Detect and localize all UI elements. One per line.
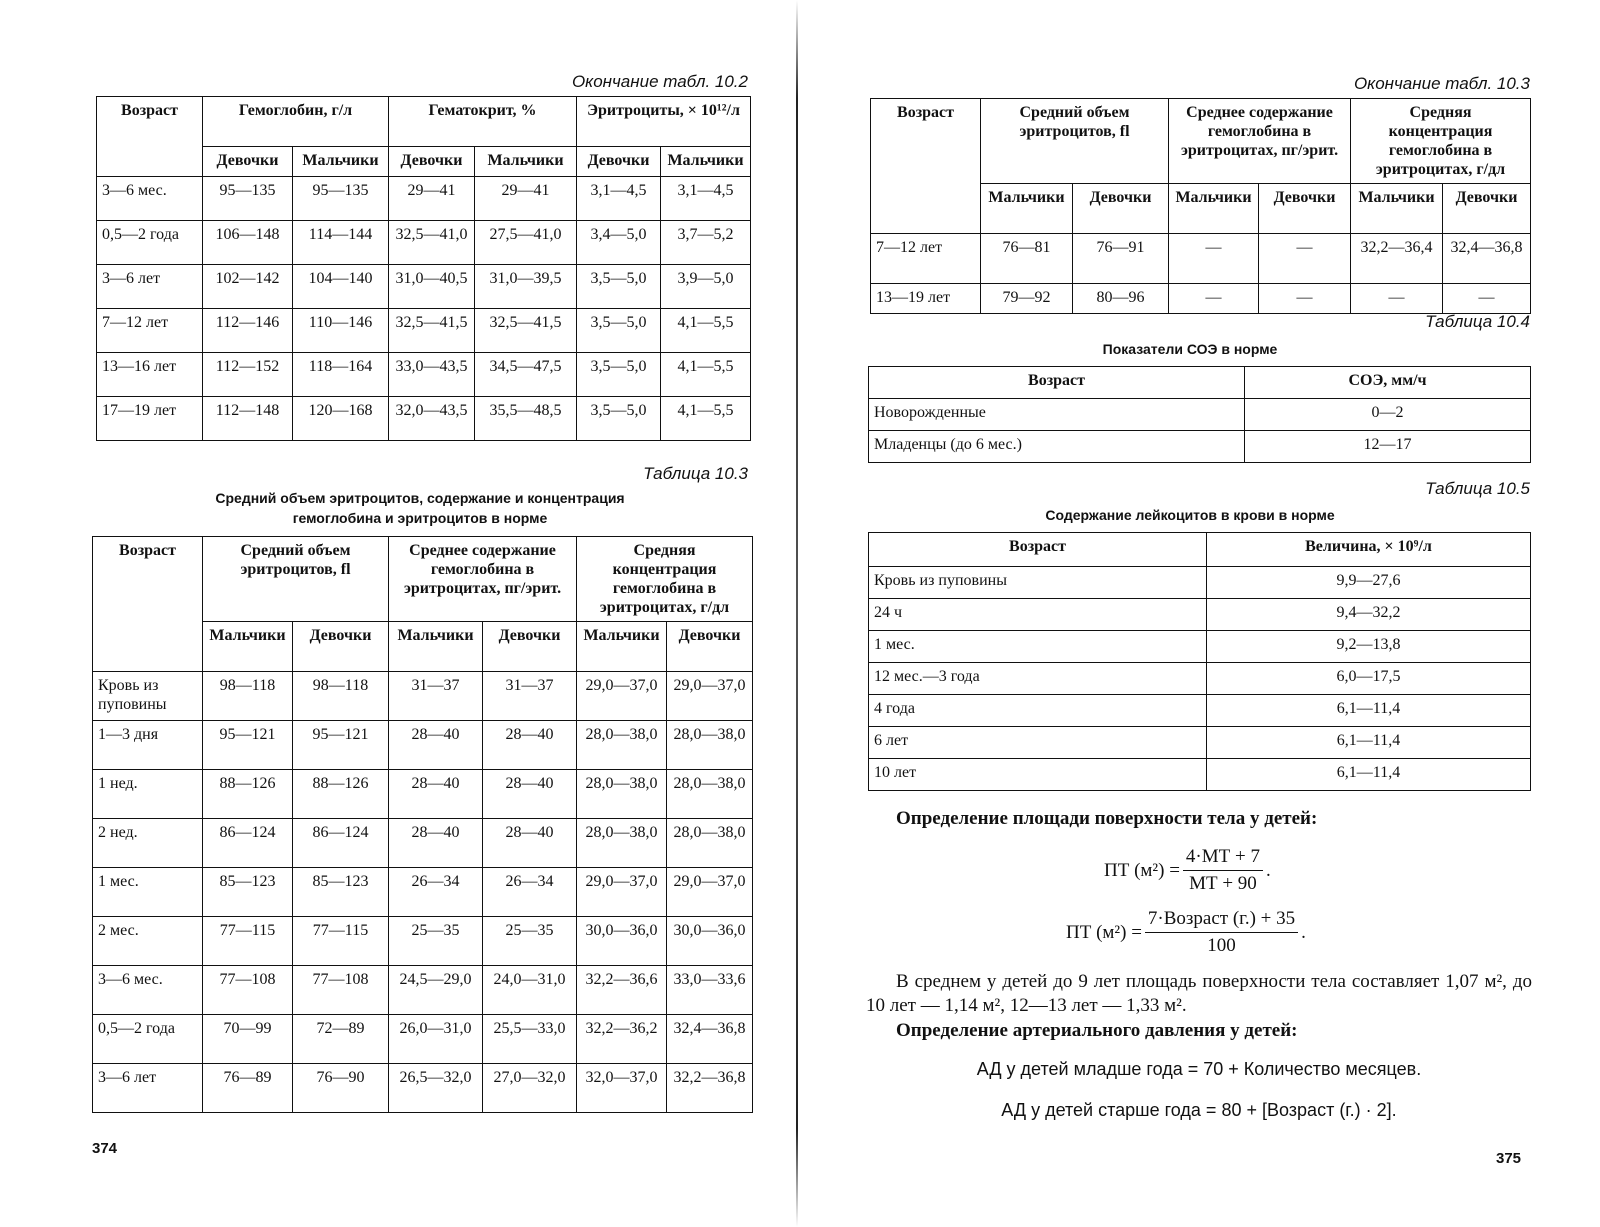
value-cell: 29,0—37,0: [667, 672, 753, 721]
left-page: [0, 0, 790, 1227]
age-cell: Кровь из пуповины: [93, 672, 203, 721]
value-cell: 76—81: [981, 234, 1073, 284]
age-cell: 4 года: [869, 695, 1207, 727]
table-10-3-cont: [870, 98, 1531, 314]
value-cell: 32,0—37,0: [577, 1064, 667, 1113]
subheader-cell: Девочки: [483, 622, 577, 672]
age-cell: 7—12 лет: [97, 309, 203, 353]
value-cell: 33,0—43,5: [389, 353, 475, 397]
value-cell: 106—148: [203, 221, 293, 265]
age-cell: 6 лет: [869, 727, 1207, 759]
value-cell: 3,1—4,5: [661, 177, 751, 221]
value-cell: 4,1—5,5: [661, 309, 751, 353]
subheader-cell: Мальчики: [293, 147, 389, 177]
subheader-cell: Девочки: [577, 147, 661, 177]
value-cell: 32,2—36,6: [577, 966, 667, 1015]
subheader-cell: Величина, × 10⁹/л: [1207, 533, 1531, 567]
subheader-cell: Мальчики: [475, 147, 577, 177]
age-cell: 3—6 мес.: [97, 177, 203, 221]
header-hemoglobin: Гемоглобин, г/л: [203, 97, 389, 147]
header-hematocrit: Гематокрит, %: [389, 97, 577, 147]
bsa-heading: Определение площади поверхности тела у детей:: [896, 808, 1318, 829]
subheader-cell: Мальчики: [1351, 184, 1443, 234]
value-cell: 3,7—5,2: [661, 221, 751, 265]
subheader-cell: Девочки: [1073, 184, 1169, 234]
table-row: [869, 599, 1531, 631]
value-cell: 114—144: [293, 221, 389, 265]
table-row: [93, 672, 753, 721]
value-cell: 33,0—33,6: [667, 966, 753, 1015]
age-cell: 12 мес.—3 года: [869, 663, 1207, 695]
value-cell: 3,4—5,0: [577, 221, 661, 265]
table-row: [871, 284, 1531, 314]
table-10-3-caption: Таблица 10.3: [643, 464, 748, 483]
value-cell: 76—89: [203, 1064, 293, 1113]
table-row: [871, 234, 1531, 284]
right-page: [800, 0, 1600, 1227]
age-cell: 3—6 лет: [97, 265, 203, 309]
value-cell: 29,0—37,0: [577, 672, 667, 721]
table-10-4-caption: Таблица 10.4: [1425, 312, 1530, 331]
value-cell: 28,0—38,0: [667, 819, 753, 868]
value-cell: 86—124: [293, 819, 389, 868]
value-cell: 30,0—36,0: [577, 917, 667, 966]
value-cell: 26,5—32,0: [389, 1064, 483, 1113]
value-cell: 26—34: [483, 868, 577, 917]
value-cell: 76—91: [1073, 234, 1169, 284]
value-cell: 72—89: [293, 1015, 389, 1064]
value-cell: —: [1259, 284, 1351, 314]
value-cell: 98—118: [203, 672, 293, 721]
bsa-formula-age: [1066, 908, 1306, 957]
formula-end: .: [1301, 921, 1306, 943]
value-cell: 77—108: [203, 966, 293, 1015]
formula-denominator: 100: [1207, 935, 1236, 956]
table-row: [93, 868, 753, 917]
subheader-cell: Мальчики: [389, 622, 483, 672]
value-cell: 102—142: [203, 265, 293, 309]
formula-denominator: МТ + 90: [1189, 873, 1257, 894]
value-cell: 29,0—37,0: [667, 868, 753, 917]
formula-lhs: ПТ (м²) =: [1066, 921, 1142, 943]
subheader-cell: Девочки: [667, 622, 753, 672]
value-cell: 27,5—41,0: [475, 221, 577, 265]
table-row: [869, 663, 1531, 695]
value-cell: 77—115: [203, 917, 293, 966]
value-cell: 27,0—32,0: [483, 1064, 577, 1113]
header-mch: Среднее содержание гемоглобина в эритроцитах, пг/эрит.: [1169, 99, 1351, 184]
value-cell: 80—96: [1073, 284, 1169, 314]
value-cell: 29—41: [475, 177, 577, 221]
table-row: [93, 966, 753, 1015]
bsa-paragraph: В среднем у детей до 9 лет площадь поверхности тела составляет 1,07 м², до 10 лет — 1,14 м², 12—13 лет — 1,33 м².: [866, 971, 1532, 1016]
value-cell: 118—164: [293, 353, 389, 397]
value-cell: 4,1—5,5: [661, 353, 751, 397]
age-cell: 0,5—2 года: [97, 221, 203, 265]
value-cell: 32,2—36,2: [577, 1015, 667, 1064]
table-row: [93, 721, 753, 770]
bp-heading: Определение артериального давления у детей:: [896, 1020, 1298, 1041]
page-number-right: 375: [1496, 1150, 1522, 1167]
subheader-cell: Возраст: [869, 367, 1245, 399]
value-cell: 85—123: [293, 868, 389, 917]
value-cell: 32,2—36,4: [1351, 234, 1443, 284]
bp-formula-child: АД у детей старше года = 80 + [Возраст (г.) · 2].: [1001, 1100, 1397, 1120]
age-cell: 2 нед.: [93, 819, 203, 868]
header-age: Возраст: [97, 97, 203, 177]
value-cell: 28—40: [483, 819, 577, 868]
age-cell: 1 мес.: [869, 631, 1207, 663]
value-cell: 31,0—39,5: [475, 265, 577, 309]
value-cell: 95—135: [203, 177, 293, 221]
table-10-3-title: Средний объем эритроцитов, содержание и концентрация гемоглобина и эритроцитов в норме: [215, 490, 625, 526]
age-cell: 1 нед.: [93, 770, 203, 819]
table-row: [97, 221, 751, 265]
value-cell: —: [1169, 284, 1259, 314]
value-cell: 6,0—17,5: [1207, 663, 1531, 695]
value-cell: 9,4—32,2: [1207, 599, 1531, 631]
value-cell: 28—40: [389, 721, 483, 770]
value-cell: 85—123: [203, 868, 293, 917]
value-cell: 35,5—48,5: [475, 397, 577, 441]
subheader-cell: Мальчики: [577, 622, 667, 672]
formula-lhs: ПТ (м²) =: [1104, 859, 1180, 881]
value-cell: 95—121: [293, 721, 389, 770]
value-cell: 32,4—36,8: [667, 1015, 753, 1064]
table-row: [869, 399, 1531, 431]
value-cell: 26,0—31,0: [389, 1015, 483, 1064]
value-cell: 29—41: [389, 177, 475, 221]
header-mcv: Средний объем эритроцитов, fl: [203, 537, 389, 622]
table-row: [869, 695, 1531, 727]
age-cell: Младенцы (до 6 мес.): [869, 431, 1245, 463]
value-cell: 6,1—11,4: [1207, 695, 1531, 727]
subheader-cell: СОЭ, мм/ч: [1245, 367, 1531, 399]
subheader-cell: Мальчики: [661, 147, 751, 177]
value-cell: 86—124: [203, 819, 293, 868]
header-mch: Среднее содержание гемоглобина в эритроцитах, пг/эрит.: [389, 537, 577, 622]
value-cell: —: [1443, 284, 1531, 314]
value-cell: 25—35: [389, 917, 483, 966]
header-erythrocytes: Эритроциты, × 10¹²/л: [577, 97, 751, 147]
value-cell: 79—92: [981, 284, 1073, 314]
header-age: Возраст: [871, 99, 981, 234]
book-gutter: [796, 0, 798, 1227]
table-row: [869, 759, 1531, 791]
value-cell: 32,4—36,8: [1443, 234, 1531, 284]
table-row: [869, 727, 1531, 759]
value-cell: 3,5—5,0: [577, 353, 661, 397]
subheader-cell: Девочки: [389, 147, 475, 177]
age-cell: 3—6 мес.: [93, 966, 203, 1015]
value-cell: 6,1—11,4: [1207, 759, 1531, 791]
age-cell: 13—19 лет: [871, 284, 981, 314]
value-cell: 31,0—40,5: [389, 265, 475, 309]
table-10-5-title: Содержание лейкоцитов в крови в норме: [1045, 507, 1335, 523]
value-cell: 28,0—38,0: [577, 770, 667, 819]
value-cell: 112—152: [203, 353, 293, 397]
value-cell: 3,5—5,0: [577, 265, 661, 309]
value-cell: 6,1—11,4: [1207, 727, 1531, 759]
age-cell: Кровь из пуповины: [869, 567, 1207, 599]
value-cell: 32,2—36,8: [667, 1064, 753, 1113]
value-cell: 95—135: [293, 177, 389, 221]
table-10-5: [868, 532, 1531, 791]
value-cell: 24,0—31,0: [483, 966, 577, 1015]
subheader-cell: Девочки: [1259, 184, 1351, 234]
table-10-2: [96, 96, 751, 441]
value-cell: 32,5—41,5: [389, 309, 475, 353]
value-cell: 88—126: [203, 770, 293, 819]
subheader-cell: Мальчики: [981, 184, 1073, 234]
value-cell: 29,0—37,0: [577, 868, 667, 917]
header-mchc: Средняя концентрация гемоглобина в эритроцитах, г/дл: [577, 537, 753, 622]
table-row: [97, 177, 751, 221]
table-row: [869, 631, 1531, 663]
value-cell: 70—99: [203, 1015, 293, 1064]
table-row: [869, 431, 1531, 463]
table-row: [93, 1064, 753, 1113]
table-row: [93, 770, 753, 819]
value-cell: 120—168: [293, 397, 389, 441]
table-10-3-cont-caption: Окончание табл. 10.3: [1353, 74, 1530, 93]
age-cell: 13—16 лет: [97, 353, 203, 397]
formula-numerator: 7·Возраст (г.) + 35: [1145, 908, 1298, 933]
value-cell: —: [1259, 234, 1351, 284]
table-10-4-title: Показатели СОЭ в норме: [1102, 341, 1278, 357]
bp-formula-infant: АД у детей младше года = 70 + Количество месяцев.: [976, 1059, 1422, 1079]
table-row: [93, 917, 753, 966]
table-row: [97, 397, 751, 441]
value-cell: 28,0—38,0: [667, 770, 753, 819]
age-cell: 1—3 дня: [93, 721, 203, 770]
header-mchc: Средняя концентрация гемоглобина в эритроцитах, г/дл: [1351, 99, 1531, 184]
value-cell: 88—126: [293, 770, 389, 819]
value-cell: 77—108: [293, 966, 389, 1015]
value-cell: 112—148: [203, 397, 293, 441]
value-cell: 31—37: [483, 672, 577, 721]
age-cell: Новорожденные: [869, 399, 1245, 431]
value-cell: 3,9—5,0: [661, 265, 751, 309]
subheader-cell: Мальчики: [1169, 184, 1259, 234]
formula-numerator: 4·МТ + 7: [1183, 846, 1263, 871]
subheader-cell: Девочки: [293, 622, 389, 672]
page-number-left: 374: [92, 1140, 118, 1157]
value-cell: 3,5—5,0: [577, 309, 661, 353]
subheader-cell: Мальчики: [203, 622, 293, 672]
table-10-4: [868, 366, 1531, 463]
value-cell: 28—40: [483, 721, 577, 770]
table-row: [97, 309, 751, 353]
formula-end: .: [1265, 859, 1271, 881]
value-cell: —: [1351, 284, 1443, 314]
table-row: [97, 265, 751, 309]
table-10-3: [92, 536, 753, 1113]
age-cell: 1 мес.: [93, 868, 203, 917]
value-cell: 3,5—5,0: [577, 397, 661, 441]
age-cell: 2 мес.: [93, 917, 203, 966]
value-cell: 32,0—43,5: [389, 397, 475, 441]
value-cell: 31—37: [389, 672, 483, 721]
value-cell: 77—115: [293, 917, 389, 966]
value-cell: 26—34: [389, 868, 483, 917]
value-cell: 25—35: [483, 917, 577, 966]
value-cell: 32,5—41,0: [389, 221, 475, 265]
age-cell: 24 ч: [869, 599, 1207, 631]
header-age: Возраст: [93, 537, 203, 672]
age-cell: 3—6 лет: [93, 1064, 203, 1113]
value-cell: 110—146: [293, 309, 389, 353]
table-row: [93, 819, 753, 868]
value-cell: 34,5—47,5: [475, 353, 577, 397]
value-cell: 32,5—41,5: [475, 309, 577, 353]
value-cell: 9,2—13,8: [1207, 631, 1531, 663]
age-cell: 17—19 лет: [97, 397, 203, 441]
value-cell: 28—40: [389, 770, 483, 819]
value-cell: 3,1—4,5: [577, 177, 661, 221]
value-cell: 28—40: [389, 819, 483, 868]
value-cell: 4,1—5,5: [661, 397, 751, 441]
value-cell: 98—118: [293, 672, 389, 721]
bsa-formula-weight: [1104, 846, 1271, 895]
value-cell: 28,0—38,0: [667, 721, 753, 770]
value-cell: 24,5—29,0: [389, 966, 483, 1015]
age-cell: 0,5—2 года: [93, 1015, 203, 1064]
value-cell: 76—90: [293, 1064, 389, 1113]
value-cell: —: [1169, 234, 1259, 284]
value-cell: 28—40: [483, 770, 577, 819]
table-10-5-caption: Таблица 10.5: [1425, 479, 1530, 498]
value-cell: 112—146: [203, 309, 293, 353]
value-cell: 28,0—38,0: [577, 721, 667, 770]
value-cell: 104—140: [293, 265, 389, 309]
value-cell: 25,5—33,0: [483, 1015, 577, 1064]
table-row: [93, 1015, 753, 1064]
subheader-cell: Возраст: [869, 533, 1207, 567]
value-cell: 0—2: [1245, 399, 1531, 431]
value-cell: 9,9—27,6: [1207, 567, 1531, 599]
value-cell: 95—121: [203, 721, 293, 770]
subheader-cell: Девочки: [203, 147, 293, 177]
value-cell: 30,0—36,0: [667, 917, 753, 966]
table-row: [97, 353, 751, 397]
table-row: [869, 567, 1531, 599]
header-mcv: Средний объем эритроцитов, fl: [981, 99, 1169, 184]
age-cell: 7—12 лет: [871, 234, 981, 284]
value-cell: 12—17: [1245, 431, 1531, 463]
subheader-cell: Девочки: [1443, 184, 1531, 234]
table-10-2-caption: Окончание табл. 10.2: [571, 72, 748, 91]
age-cell: 10 лет: [869, 759, 1207, 791]
value-cell: 28,0—38,0: [577, 819, 667, 868]
